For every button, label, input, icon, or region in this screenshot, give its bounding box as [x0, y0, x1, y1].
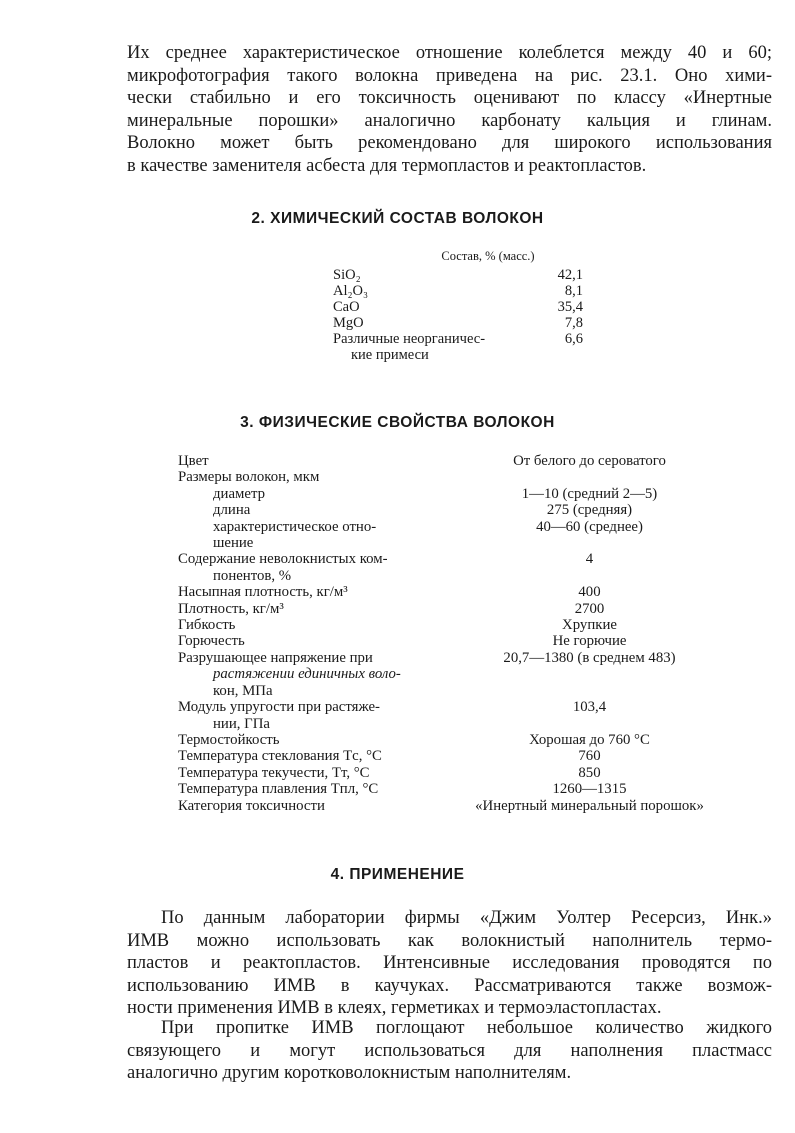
property-value: 275 (средняя)	[546, 502, 633, 519]
table-row	[178, 535, 733, 551]
component-value: 6,6	[564, 331, 583, 347]
intro-line: микрофотография такого волокна приведена на рис. 23.1. Оно хими-	[127, 65, 772, 86]
table-row	[178, 732, 733, 748]
table-row	[333, 315, 583, 331]
intro-line: минеральные порошки» аналогично карбонату кальция и глинам.	[127, 110, 772, 131]
property-value: От белого до сероватого	[513, 453, 666, 469]
table-row	[178, 666, 733, 682]
intro-paragraph	[127, 42, 772, 178]
paragraph-line: ности применения ИМВ в клеях, герметиках и термоэластопластах.	[127, 998, 662, 1019]
property-name: Термостойкость	[178, 731, 280, 748]
property-name: понентов, %	[213, 567, 292, 584]
component-value	[537, 347, 583, 363]
property-value: 760	[578, 748, 601, 765]
component-value: 35,4	[557, 299, 583, 315]
property-name: Модуль упругости при растяже-	[178, 699, 380, 716]
property-name: диаметр	[213, 485, 265, 502]
table-row	[178, 683, 733, 699]
property-value: 4	[585, 551, 594, 568]
property-name: Температура плавления Tпл, °С	[178, 781, 379, 798]
application-paragraph-1	[127, 907, 772, 1020]
intro-line: Волокно может быть рекомендовано для широкого использования	[127, 133, 772, 154]
table-row	[178, 748, 733, 764]
property-name: характеристическое отно-	[213, 518, 377, 535]
property-name: Категория токсичности	[178, 797, 325, 814]
property-value	[446, 469, 733, 485]
table-row	[178, 519, 733, 535]
property-value: «Инертный минеральный порошок»	[475, 797, 704, 814]
paragraph-line: использованию ИМВ в каучуках. Рассматриваются также возмож-	[127, 975, 772, 996]
component-name: Различные неорганичес-	[333, 331, 486, 347]
property-value: 1—10 (средний 2—5)	[521, 485, 658, 502]
table-row	[333, 299, 583, 315]
property-value: 103,4	[572, 699, 607, 716]
property-name: Плотность, кг/м³	[178, 600, 284, 617]
property-value: 1260—1315	[552, 781, 627, 798]
component-name: CaO	[333, 299, 360, 315]
property-name: Содержание неволокнистых ком-	[178, 551, 388, 568]
property-name: Размеры волокон, мкм	[178, 469, 320, 486]
paragraph-line: связующего и могут использоваться для наполнения пластмасс	[127, 1040, 772, 1061]
component-name: SiO₂	[333, 267, 361, 283]
table-row	[333, 267, 583, 283]
table-row	[178, 584, 733, 600]
paragraph-line: ИМВ можно использовать как волокнистый наполнитель термо-	[127, 930, 772, 951]
property-name: Разрушающее напряжение при	[178, 649, 373, 666]
table-row	[178, 633, 733, 649]
property-value	[446, 716, 733, 732]
table-row	[178, 453, 733, 469]
component-value: 42,1	[557, 267, 583, 283]
table-row	[178, 617, 733, 633]
paragraph-line: аналогично другим коротковолокнистым наполнителям.	[127, 1063, 572, 1084]
paragraph-line: пластов и реактопластов. Интенсивные исследования проводятся по	[127, 953, 772, 974]
property-value: 40—60 (среднее)	[536, 518, 643, 535]
property-name: растяжении единичных воло-	[213, 666, 401, 683]
property-value: Хорошая до 760 °С	[529, 731, 650, 748]
intro-line: Их среднее характеристическое отношение колеблется между 40 и 60;	[127, 43, 772, 63]
property-value: 400	[578, 584, 601, 601]
component-name: Al₂O₃	[333, 283, 369, 299]
composition-caption: Состав, % (масс.)	[441, 249, 535, 263]
property-name: Гибкость	[178, 617, 236, 634]
table-row	[178, 716, 733, 732]
table-row	[178, 650, 733, 666]
property-name: кон, МПа	[213, 682, 273, 699]
property-value: 20,7—1380 (в среднем 483)	[503, 649, 676, 666]
intro-line: в качестве заменителя асбеста для термопластов и реактопластов.	[127, 155, 647, 176]
table-row	[178, 551, 733, 567]
property-name: Температура стеклования Tс, °С	[178, 748, 382, 765]
property-value	[446, 535, 733, 551]
section2-title: 2. ХИМИЧЕСКИЙ СОСТАВ ВОЛОКОН	[251, 210, 544, 227]
table-row	[178, 765, 733, 781]
table-row	[333, 347, 583, 363]
table-row	[178, 699, 733, 715]
property-value	[446, 683, 733, 699]
property-value: Не горючие	[552, 633, 627, 650]
intro-line: чески стабильно и его токсичность оценивают по классу «Инертные	[127, 88, 772, 109]
property-name: шение	[213, 535, 254, 552]
table-row	[178, 798, 733, 814]
component-value: 8,1	[564, 283, 583, 299]
paragraph-line: При пропитке ИМВ поглощают небольшое количество жидкого	[161, 1018, 772, 1038]
component-value: 7,8	[564, 315, 583, 331]
property-name: Температура текучести, Tт, °С	[178, 764, 370, 781]
section3-title: 3. ФИЗИЧЕСКИЕ СВОЙСТВА ВОЛОКОН	[240, 414, 555, 431]
property-name: Горючесть	[178, 633, 245, 650]
table-row	[178, 601, 733, 617]
table-row	[178, 781, 733, 797]
property-value: 2700	[574, 600, 605, 617]
property-name: длина	[213, 502, 251, 519]
property-value	[446, 568, 733, 584]
table-row	[333, 283, 583, 299]
property-value	[446, 666, 733, 682]
property-value: 850	[578, 764, 601, 781]
property-name: Цвет	[178, 453, 209, 469]
component-name: кие примеси	[351, 347, 429, 363]
property-name: нии, ГПа	[213, 715, 270, 732]
property-name: Насыпная плотность, кг/м³	[178, 584, 348, 601]
table-row	[178, 502, 733, 518]
table-row	[333, 331, 583, 347]
properties-table	[178, 453, 733, 814]
composition-table	[333, 249, 583, 363]
table-row	[178, 486, 733, 502]
component-name: MgO	[333, 315, 364, 331]
application-paragraph-2	[127, 1017, 772, 1085]
table-row	[178, 469, 733, 485]
property-value: Хрупкие	[562, 617, 617, 634]
section4-title: 4. ПРИМЕНЕНИЕ	[330, 866, 465, 883]
table-row	[178, 568, 733, 584]
paragraph-line: По данным лаборатории фирмы «Джим Уолтер Ресерсиз, Инк.»	[161, 908, 772, 928]
